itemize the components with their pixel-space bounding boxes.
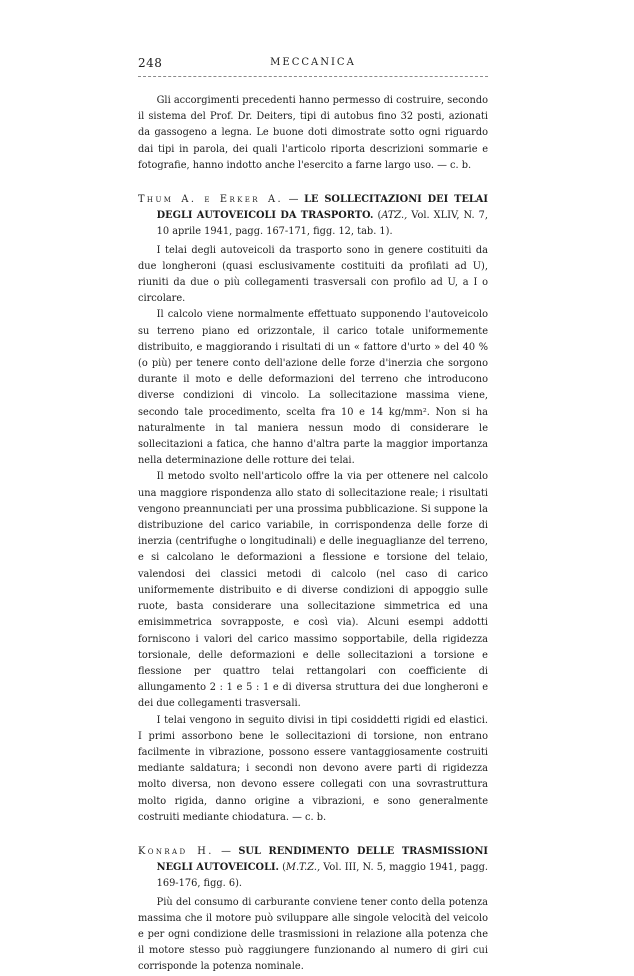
entry-paragraph: Il calcolo viene normalmente effettuato supponendo l'autoveicolo su terreno piano ed orizzontale, il carico totale uniformemente distribuito, e maggiorando i risultati di un « fattore d'urto » del 40 % (o più) per tenere conto dell'azione delle forze d'inerzia che sorgono durante il moto e delle deformazioni del terreno che introducono diverse condizioni di vincolo. La sollecitazione massima viene, secondo tale procedimento, scelta fra 10 e 14 kg/mm². Non si ha naturalmente in tal maniera nessun modo di considerare le sollecitazioni a fatica, che hanno d'altra parte la maggior importanza nella determinazione delle rotture dei telai. (138, 309, 488, 467)
page-header (138, 56, 488, 76)
entry-paragraph: Il metodo svolto nell'articolo offre la via per ottenere nel calcolo una maggiore rispondenza allo stato di sollecitazione reale; i risultati vengono preannunciati per una prossima pubblicazione. Si suppone la distribuzione del carico variabile, in corrispondenza delle forze di inerzia (centrifughe o longitudinali) e delle ineguaglianze del terreno, e si calcolano le deformazioni a flessione e torsione del telaio, valendosi dei classici metodi di calcolo (nel caso di carico uniformemente distribuito e di diverse condizioni di appoggio sulle ruote, basta considerare una sollecitazione simmetrica ed una emisimmetrica sovrapposte, e così via). Alcuni esempi addotti forniscono i valori del carico massimo sopportabile, della rigidezza torsionale, delle deformazioni e delle sollecitazioni a torsione e flessione per quattro telai rettangolari con coefficiente di allungamento 2 : 1 e 5 : 1 e di diversa struttura dei due longheroni e dei due collegamenti trasversali. (138, 471, 488, 710)
header-rule (138, 76, 488, 77)
entry-source-details: Vol. III, N. 5, maggio 1941, pagg. 169-176, figg. 6). (156, 862, 488, 890)
entry-author: Thum A. e Erker A. (138, 194, 283, 206)
review-entry-heading: Thum A. e Erker A. — LE SOLLECITAZIONI DEI TELAI DEGLI AUTOVEICOLI DA TRASPORTO. (ATZ., Vol. XLIV, N. 7, 10 aprile 1941, pagg. 167-171, figg. 12, tab. 1). (138, 194, 488, 238)
entry-paragraph: I telai degli autoveicoli da trasporto sono in genere costituiti da due longheroni (quasi esclusivamente costituiti da profilati ad U), riuniti da due o più collegamenti trasversali con profilo ad U, a I o circolare. (138, 244, 488, 305)
running-title: MECCANICA (270, 57, 356, 68)
entry-title: LE SOLLECITAZIONI DEI TELAI DEGLI AUTOVEICOLI DA TRASPORTO. (156, 194, 488, 222)
entry-paragraph: I telai vengono in seguito divisi in tipi cosiddetti rigidi ed elastici. I primi assorbono bene le sollecitazioni di torsione, non entrano facilmente in vibrazione, possono essere vantaggiosamente costruiti mediante saldatura; i secondi non devono avere parti di rigidezza molto diversa, non devono essere collegati con una sovrastruttura molto rigida, danno origine a vibrazioni, e sono generalmente costruiti mediante chiodatura. — c. b. (138, 714, 488, 823)
entry-dash: — (282, 194, 305, 206)
review-entry-heading: Konrad H. — SUL RENDIMENTO DELLE TRASMISSIONI NEGLI AUTOVEICOLI. (M.T.Z., Vol. III, N. 5, maggio 1941, pagg. 169-176, figg. 6). (138, 845, 488, 890)
page-number: 248 (138, 56, 163, 70)
entry-dash: — (213, 845, 239, 857)
page-body (138, 93, 488, 976)
entry-journal: ATZ., (381, 210, 408, 222)
entry-paragraph: Più del consumo di carburante conviene tener conto della potenza massima che il motore può sviluppare alle singole velocità del veicolo e per ogni condizione delle trasmissioni in relazione alla potenza che il motore stesso può raggiungere funzionando al numero di giri cui corrisponde la potenza nominale. (138, 896, 488, 973)
entry-source-details: Vol. XLIV, N. 7, 10 aprile 1941, pagg. 167-171, figg. 12, tab. 1). (156, 210, 488, 238)
entry-author: Konrad H. (138, 845, 214, 857)
entry-title: SUL RENDIMENTO DELLE TRASMISSIONI NEGLI AUTOVEICOLI. (156, 845, 488, 874)
entry-journal: M.T.Z., (285, 862, 321, 874)
intro-paragraph: Gli accorgimenti precedenti hanno permesso di costruire, secondo il sistema del Prof. Dr. Deiters, tipi di autobus fino 32 posti, azionati da gassogeno a legna. Le buone doti dimostrate sotto ogni riguardo dai tipi in parola, dei quali l'articolo riporta descrizioni sommarie e fotografie, hanno indotto anche l'esercito a farne largo uso. — c. b. (138, 95, 488, 171)
